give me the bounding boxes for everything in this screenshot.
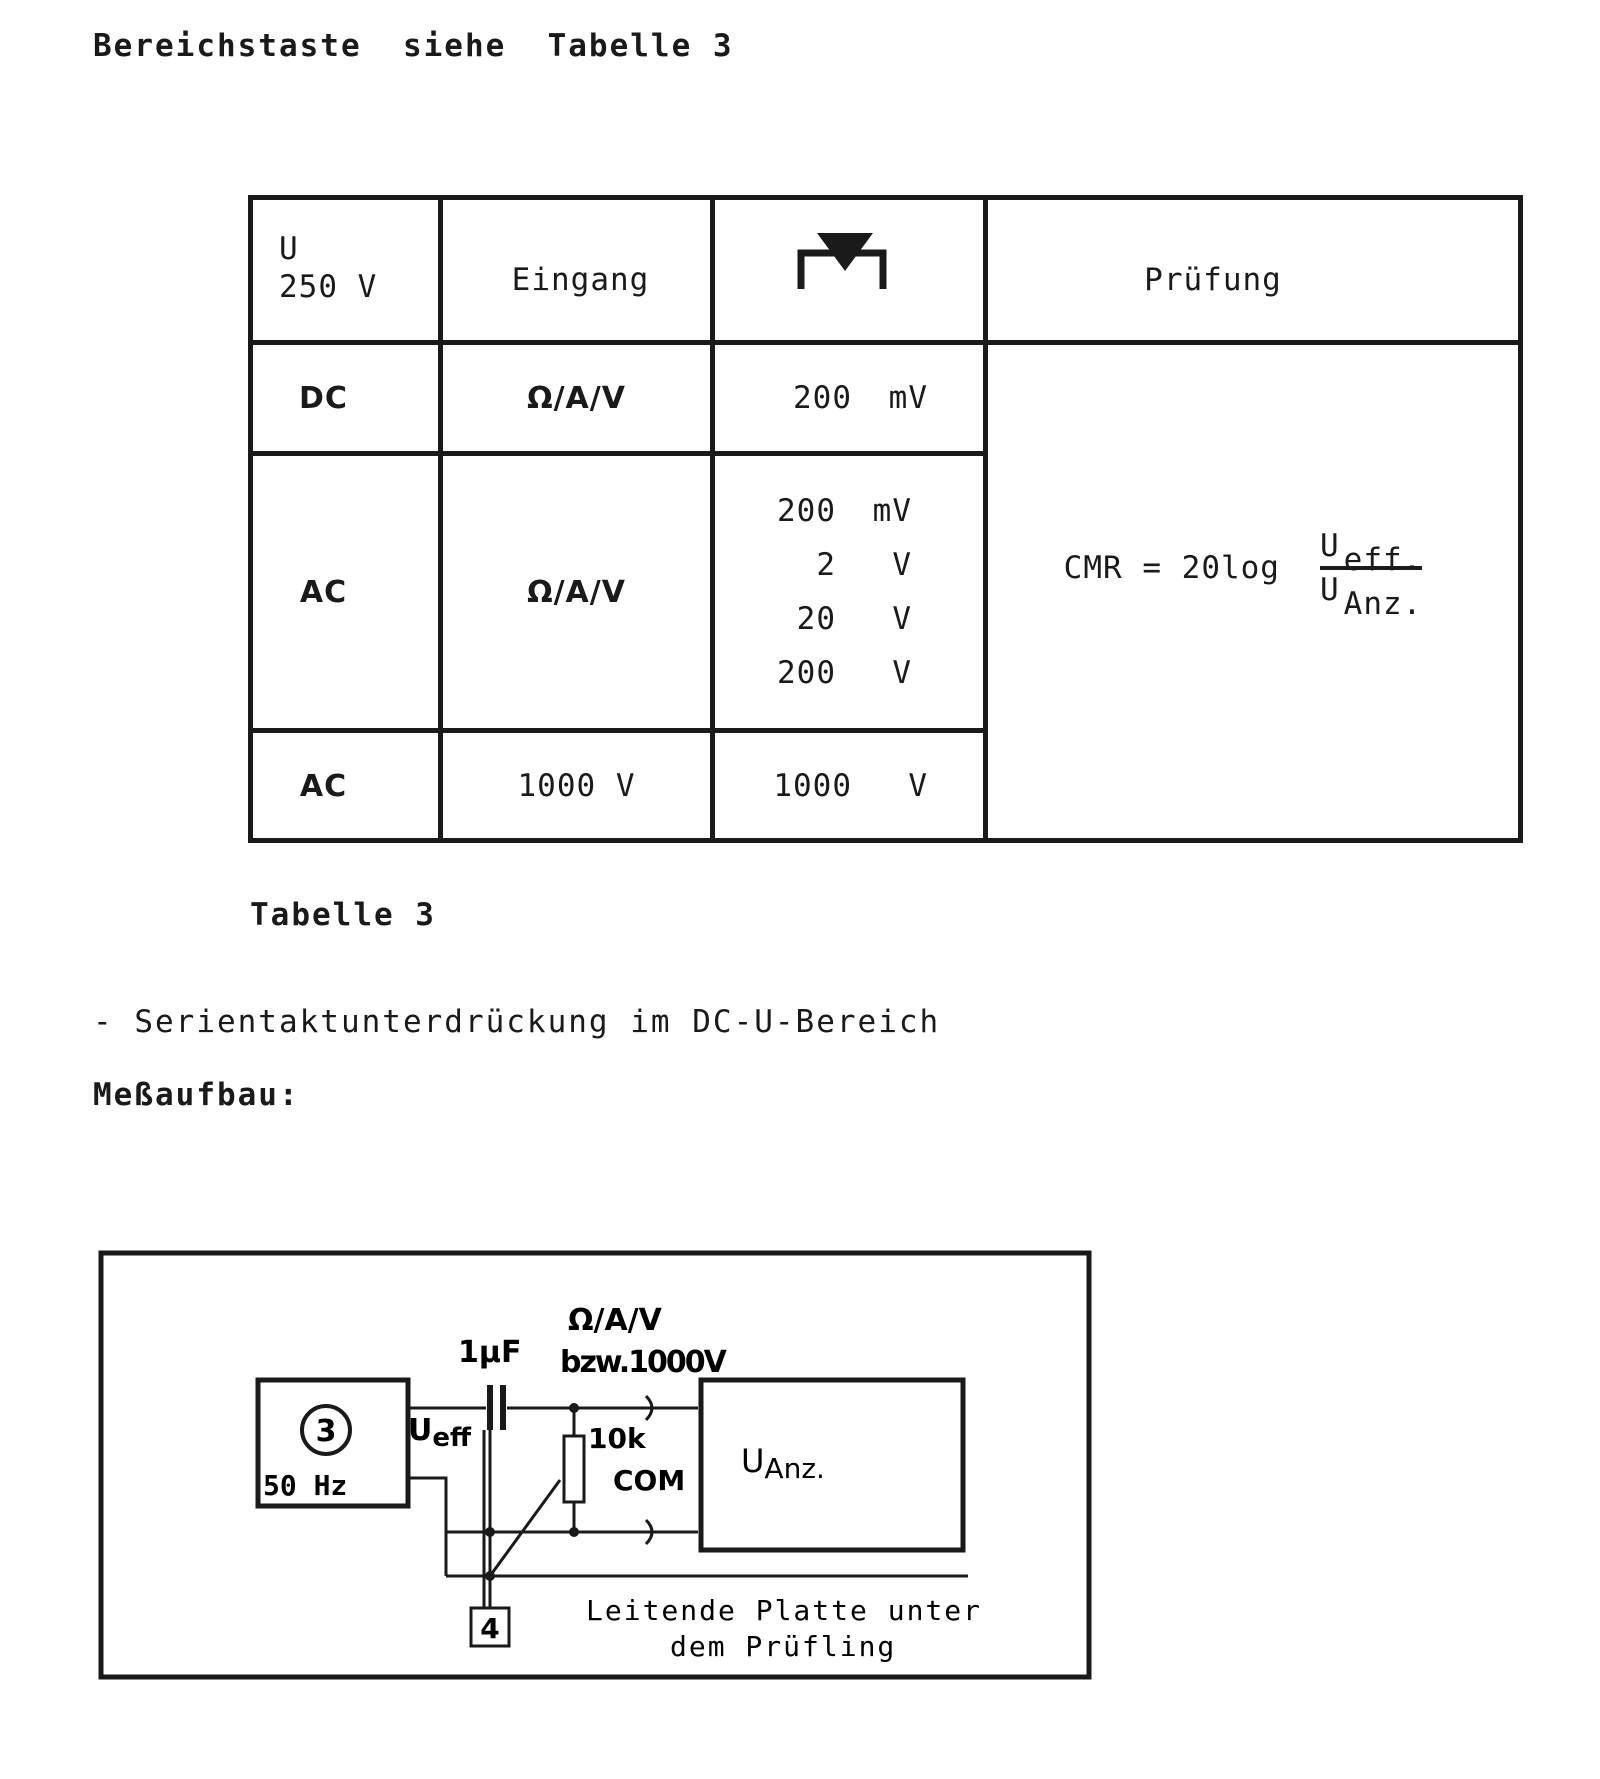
- table-row: [251, 343, 1521, 454]
- table-caption: Tabelle 3: [250, 897, 436, 933]
- header-pruefung: [986, 198, 1521, 343]
- range-value: 200: [793, 380, 852, 416]
- input-label: Ω/A/V: [527, 575, 626, 610]
- header-u-voltage: 250 V: [279, 269, 378, 305]
- range-table: [248, 195, 1523, 843]
- input-label-line1: Ω/A/V: [568, 1303, 662, 1338]
- range-value: 1000: [773, 767, 852, 804]
- range-unit: V: [892, 601, 912, 637]
- capacitor-label: 1µF: [458, 1335, 522, 1370]
- resistor: [564, 1436, 584, 1502]
- range-value: 20: [796, 601, 836, 637]
- input-label: Ω/A/V: [527, 381, 626, 416]
- range-unit: V: [892, 547, 912, 583]
- range-unit: V: [908, 767, 928, 804]
- header-eingang-label: Eingang: [511, 262, 650, 298]
- generator-number: 3: [315, 1414, 337, 1449]
- resistor-label: 10k: [588, 1422, 646, 1455]
- header-u-label: U: [279, 231, 299, 267]
- uanz-label: UAnz.: [741, 1442, 825, 1485]
- table-header-row: [251, 198, 1521, 343]
- plate-label-line1: Leitende Platte unter: [586, 1594, 983, 1627]
- range-unit: mV: [888, 380, 928, 416]
- measurement-setup-diagram: [98, 1250, 1098, 1690]
- range-value: 200: [777, 493, 836, 529]
- mode-label: AC: [299, 575, 348, 610]
- com-label: COM: [613, 1464, 686, 1497]
- header-range-cell: [713, 198, 986, 343]
- junction-dot: [569, 1527, 579, 1537]
- ground-terminal-number: 4: [480, 1612, 500, 1645]
- junction-dot: [485, 1527, 495, 1537]
- range-unit: V: [892, 655, 912, 691]
- range-value: 200: [777, 655, 836, 691]
- junction-dot: [485, 1571, 495, 1581]
- cmr-formula-cell: [986, 343, 1521, 841]
- mode-label: AC: [299, 768, 348, 804]
- plate-label-line2: dem Prüfling: [670, 1630, 897, 1663]
- range-button-icon: [795, 225, 895, 295]
- header-eingang: [441, 198, 713, 343]
- junction-dot: [569, 1403, 579, 1413]
- cmr-formula: [978, 527, 1508, 622]
- range-unit: mV: [872, 493, 912, 529]
- cmr-num-sub: eff.: [1343, 541, 1423, 578]
- header-pruefung-label: Prüfung: [1144, 262, 1282, 298]
- input-label-line2: bzw.1000V: [560, 1345, 725, 1380]
- cmr-den-base: U: [1319, 571, 1340, 608]
- ueff-label: Ueff: [408, 1413, 472, 1453]
- cmr-den-sub: Anz.: [1343, 585, 1423, 622]
- setup-label: Meßaufbau:: [93, 1077, 300, 1113]
- header-u-cell: [251, 198, 441, 343]
- generator-frequency: 50 Hz: [263, 1469, 348, 1502]
- range-value: 2: [816, 547, 836, 583]
- section-heading: - Serientaktunterdrückung im DC-U-Bereich: [93, 1004, 941, 1040]
- cmr-lhs: CMR = 20log: [1063, 549, 1280, 586]
- cmr-num-base: U: [1319, 527, 1340, 564]
- mode-label: DC: [299, 381, 348, 416]
- input-label: 1000 V: [517, 767, 636, 804]
- page-heading: Bereichstaste siehe Tabelle 3: [93, 28, 734, 64]
